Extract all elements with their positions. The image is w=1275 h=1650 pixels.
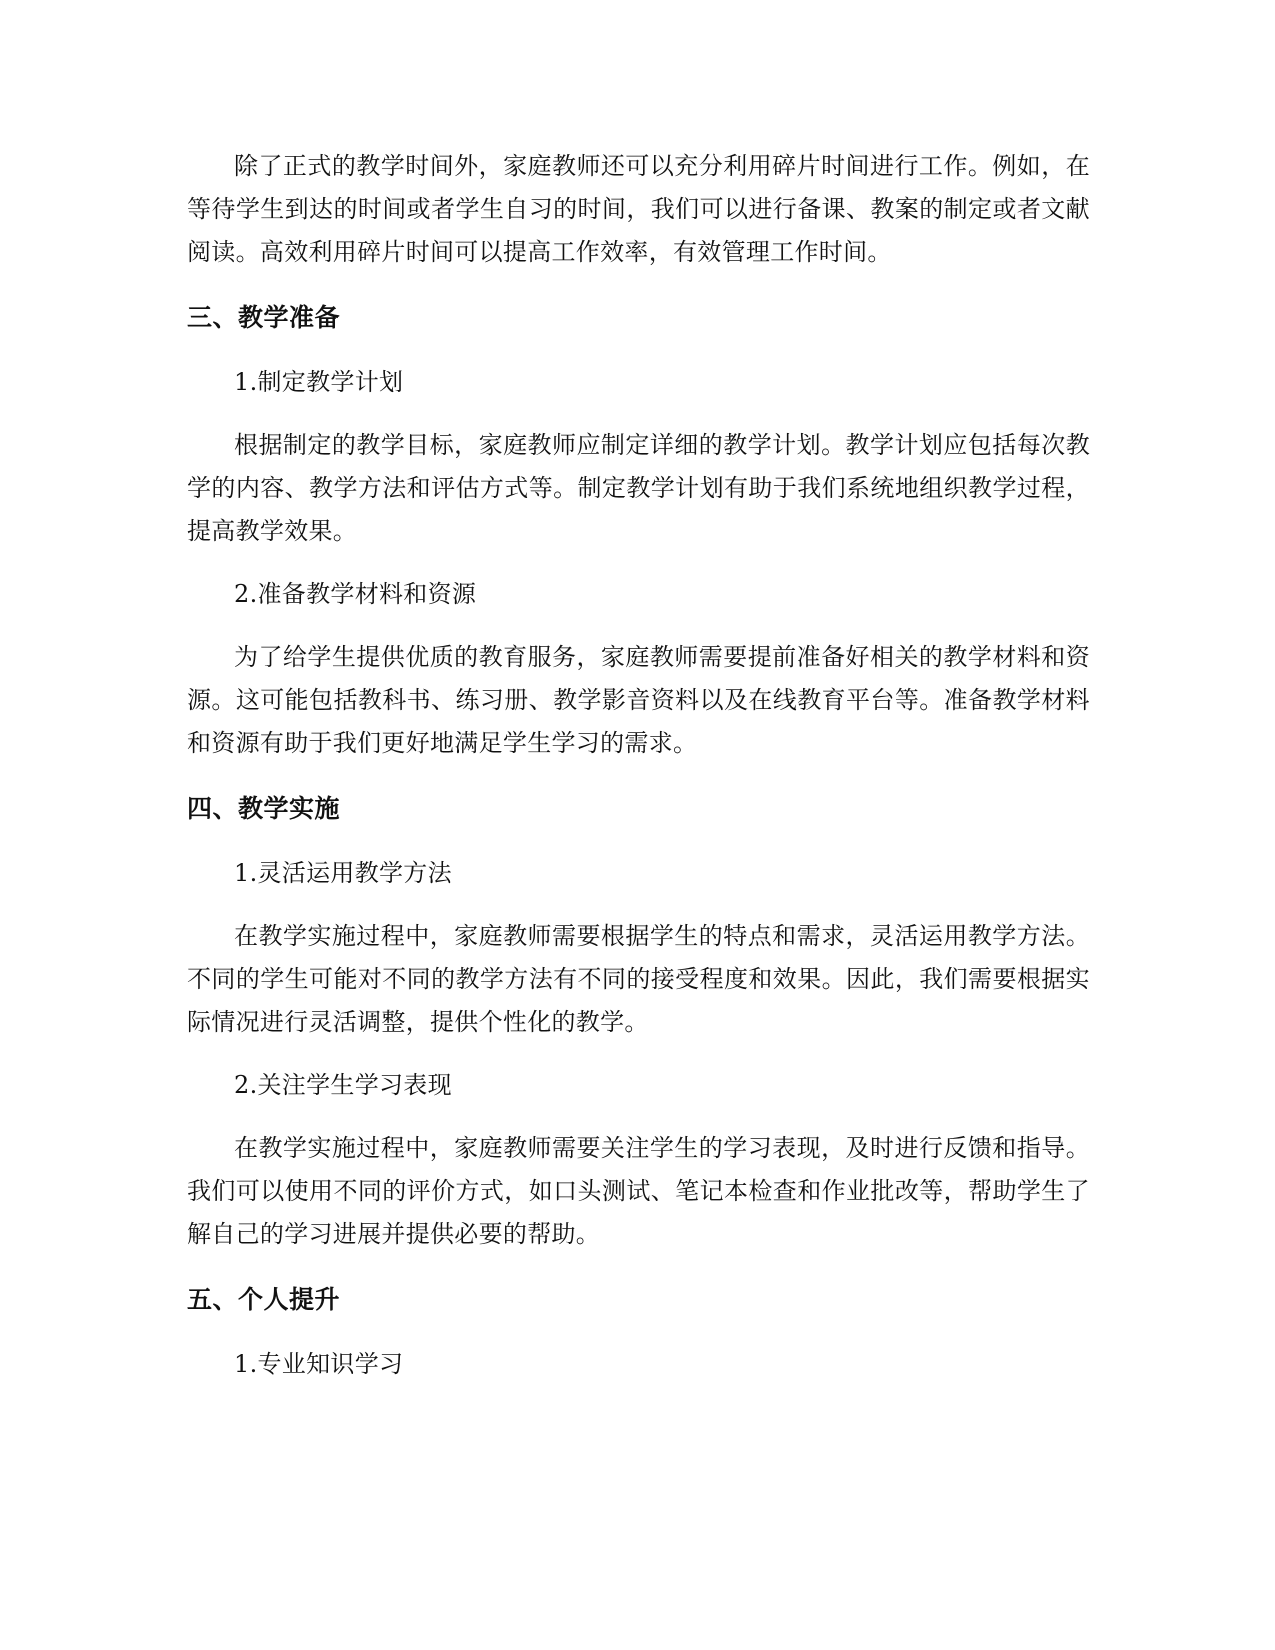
paragraph-flexible-methods: 在教学实施过程中，家庭教师需要根据学生的特点和需求，灵活运用教学方法。不同的学生可能对不同的教学方法有不同的接受程度和效果。因此，我们需要根据实际情况进行灵活调整，提供个性化的教学。 [187, 922, 1090, 1036]
section-heading-teaching-preparation: 三、教学准备 [187, 303, 341, 332]
subheading-flexible-methods: 1.灵活运用教学方法 [234, 859, 452, 887]
subheading-student-performance: 2.关注学生学习表现 [234, 1071, 452, 1099]
section-heading-teaching-implementation: 四、教学实施 [187, 794, 341, 823]
section-heading-personal-growth: 五、个人提升 [187, 1285, 341, 1314]
paragraph-teaching-plan: 根据制定的教学目标，家庭教师应制定详细的教学计划。教学计划应包括每次教学的内容、教学方法和评估方式等。制定教学计划有助于我们系统地组织教学过程，提高教学效果。 [187, 431, 1090, 545]
subheading-professional-knowledge: 1.专业知识学习 [234, 1350, 404, 1378]
subheading-prepare-materials: 2.准备教学材料和资源 [234, 580, 477, 608]
document-body [187, 145, 1090, 1386]
intro-paragraph: 除了正式的教学时间外，家庭教师还可以充分利用碎片时间进行工作。例如，在等待学生到达的时间或者学生自习的时间，我们可以进行备课、教案的制定或者文献阅读。高效利用碎片时间可以提高工作效率，有效管理工作时间。 [187, 152, 1090, 266]
paragraph-student-performance: 在教学实施过程中，家庭教师需要关注学生的学习表现，及时进行反馈和指导。我们可以使用不同的评价方式，如口头测试、笔记本检查和作业批改等，帮助学生了解自己的学习进展并提供必要的帮助。 [187, 1134, 1090, 1248]
subheading-make-teaching-plan: 1.制定教学计划 [234, 368, 404, 396]
paragraph-prepare-materials: 为了给学生提供优质的教育服务，家庭教师需要提前准备好相关的教学材料和资源。这可能包括教科书、练习册、教学影音资料以及在线教育平台等。准备教学材料和资源有助于我们更好地满足学生学习的需求。 [187, 643, 1090, 757]
